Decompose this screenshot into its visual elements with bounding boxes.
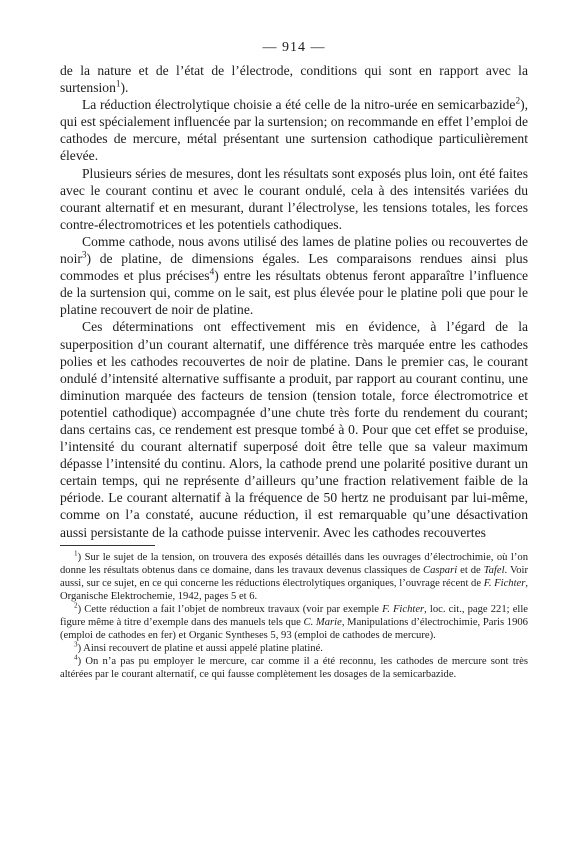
paragraph: Comme cathode, nous avons utilisé des lames de platine polies ou recouvertes de noir$^3$) de platine, de dimensions égales. Les comparaisons rendues ainsi plus commodes et plus précises$^4$) entre les résultats obtenus feront apparaître l’influence de la surtension qui, comme on le sait, est plus élevée pour le platine poli que pour le platine recouvert de noir de platine. bbox=[60, 233, 529, 318]
paragraph: La réduction électrolytique choisie a été celle de la nitro-urée en semicarbazide$^2$), qui est spécialement influencée par la surtension; on recommande en effet l’emploi de cathodes de mercure, métal présentant une surtension cathodique particulièrement élevée. bbox=[60, 95, 528, 164]
footnotes bbox=[60, 551, 528, 682]
paragraph: Plusieurs séries de mesures, dont les résultats sont exposés plus loin, ont été faites avec le courant continu et avec le courant ondulé, cela à des intensités variées du courant alternatif et en mesurant, durant l’électrolyse, les tensions totales, les forces contre-électromotrices et les potentiels cathodiques. bbox=[60, 165, 528, 232]
footnote-divider bbox=[60, 545, 155, 546]
document-page bbox=[60, 40, 528, 682]
paragraph: de la nature et de l’état de l’électrode, conditions qui sont en rapport avec la surtension$^1$). bbox=[60, 63, 528, 96]
page-number: — 914 — bbox=[262, 40, 326, 55]
body-text bbox=[60, 62, 528, 541]
footnote: $^1$) Sur le sujet de la tension, on trouvera des exposés détaillés dans les ouvrages d’électrochimie, où l’on donne les résultats obtenus dans ce domaine, dans les travaux devenus classiques de Caspari et de Tafel. Voir aussi, sur ce sujet, en ce qui concerne les réductions électrolytiques organiques, l’ouvrage récent de F. Fichter, Organische Elektrochemie, 1942, pages 5 et 6. bbox=[60, 549, 529, 602]
paragraph: Ces déterminations ont effectivement mis en évidence, à l’égard de la superposition d’un courant alternatif, une différence très marquée entre les cathodes polies et les cathodes recouvertes de noir de platine. Dans le premier cas, le courant ondulé d’intensité alternative suffisante a produit, par rapport au courant continu, une diminution marquée des facteurs de tension (tension totale, force électromotrice et potentiel cathodique) accompagnée d’une chute très forte du rendement du courant; dans certains cas, ce rendement est presque tombé à 0. Pour que cet effet se produise, l’intensité du courant alternatif superposé doit être telle que sa valeur maximum dépasse l’intensité du continu. Alors, la cathode prend une polarité positive durant un certain temps, qui ne représente d’ailleurs qu’une fraction relativement faible de la période. Le courant alternatif à la fréquence de 50 hertz ne produisant par lui-même, comme on l’a constaté, aucune réduction, il est remarquable qu’une désactivation aussi persistante de la cathode puisse intervenir. Avec les cathodes recouvertes bbox=[60, 319, 528, 540]
footnote: $^3$) Ainsi recouvert de platine et aussi appelé platine platiné. bbox=[74, 640, 323, 655]
footnote: $^4$) On n’a pas pu employer le mercure, car comme il a été reconnu, les cathodes de mercure sont très altérées par le courant alternatif, ce qui fausse complètement les dosages de la semicarbazide. bbox=[60, 653, 528, 681]
footnote: $^2$) Cette réduction a fait l’objet de nombreux travaux (voir par exemple F. Fichter, loc. cit., page 221; elle figure même à titre d’exemple dans des manuels tels que C. Marie, Manipulations d’électrochimie, Paris 1906 (emploi de cathodes en fer) et Organic Syntheses 5, 93 (emploi de cathodes de mercure). bbox=[60, 601, 528, 642]
